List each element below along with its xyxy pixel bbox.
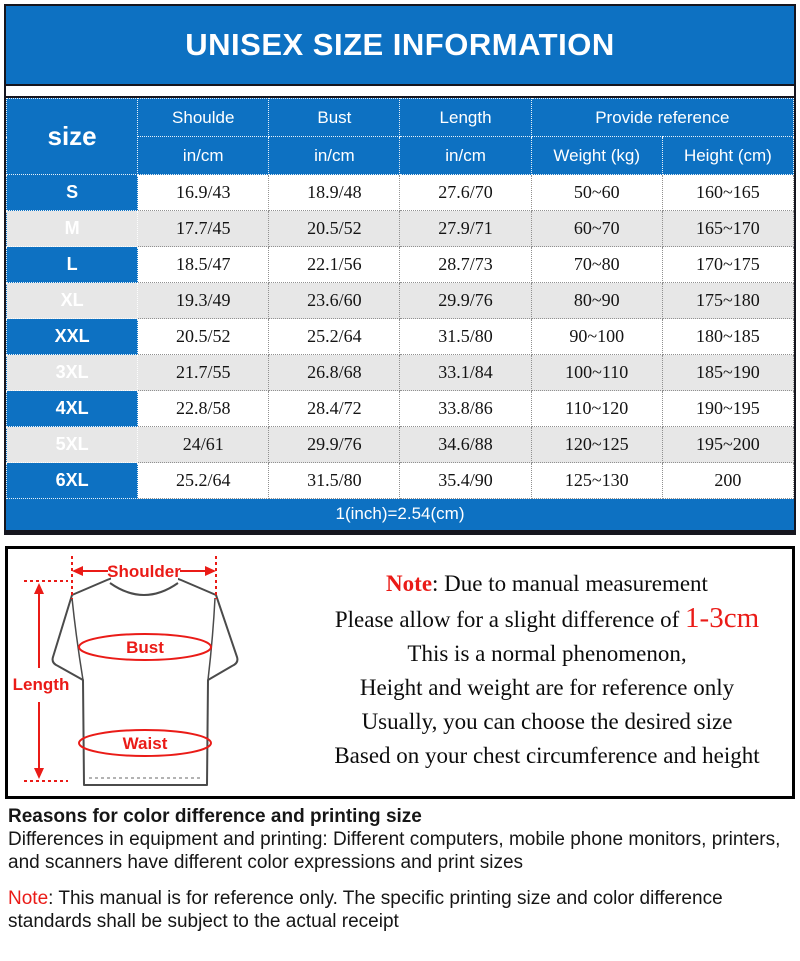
length-value-cell: 33.1/84 — [400, 355, 531, 391]
weight-value-cell: 110~120 — [531, 391, 662, 427]
header-unit-length: in/cm — [400, 137, 531, 175]
weight-value-cell: 60~70 — [531, 211, 662, 247]
length-value-cell: 29.9/76 — [400, 283, 531, 319]
header-bust: Bust — [269, 99, 400, 137]
length-value-cell: 35.4/90 — [400, 463, 531, 499]
color-difference-heading: Reasons for color difference and printing size — [8, 806, 422, 827]
table-row — [7, 427, 794, 463]
header-weight: Weight (kg) — [531, 137, 662, 175]
weight-value-cell: 90~100 — [531, 319, 662, 355]
size-label-cell: 4XL — [7, 391, 138, 427]
shoulder-value-cell: 21.7/55 — [138, 355, 269, 391]
length-label: Length — [12, 675, 70, 694]
color-difference-section — [8, 805, 794, 933]
size-label-cell: XXL — [7, 319, 138, 355]
shoulder-value-cell: 25.2/64 — [138, 463, 269, 499]
size-label-cell: 6XL — [7, 463, 138, 499]
bottom-note — [8, 887, 794, 933]
height-value-cell: 190~195 — [662, 391, 793, 427]
bust-value-cell: 18.9/48 — [269, 175, 400, 211]
tshirt-outline — [53, 573, 238, 786]
note-line-2-text: Please allow for a slight difference of — [334, 606, 686, 632]
size-table-block — [4, 4, 796, 535]
shoulder-value-cell: 16.9/43 — [138, 175, 269, 211]
bust-value-cell: 26.8/68 — [269, 355, 400, 391]
length-value-cell: 28.7/73 — [400, 247, 531, 283]
length-value-cell: 27.6/70 — [400, 175, 531, 211]
header-reference-group: Provide reference — [531, 99, 793, 137]
weight-value-cell: 125~130 — [531, 463, 662, 499]
height-value-cell: 165~170 — [662, 211, 793, 247]
shoulder-value-cell: 19.3/49 — [138, 283, 269, 319]
conversion-note: 1(inch)=2.54(cm) — [7, 499, 794, 530]
note-line-1-text: : Due to manual measurement — [432, 570, 708, 596]
measurement-note-text — [308, 567, 792, 779]
weight-value-cell: 100~110 — [531, 355, 662, 391]
shoulder-value-cell: 20.5/52 — [138, 319, 269, 355]
height-value-cell: 200 — [662, 463, 793, 499]
tshirt-measurement-diagram — [8, 549, 308, 796]
shoulder-label: Shoulder — [107, 562, 181, 581]
shoulder-value-cell: 18.5/47 — [138, 247, 269, 283]
size-table-head — [7, 99, 794, 175]
header-shoulder: Shoulde — [138, 99, 269, 137]
size-label-cell: S — [7, 175, 138, 211]
measurement-note-box — [5, 546, 795, 799]
length-value-cell: 27.9/71 — [400, 211, 531, 247]
height-value-cell: 175~180 — [662, 283, 793, 319]
bottom-note-text: : This manual is for reference only. The specific printing size and color difference standards shall be subject to the actual receipt — [8, 888, 723, 932]
waist-label: Waist — [122, 734, 168, 753]
height-value-cell: 170~175 — [662, 247, 793, 283]
shoulder-value-cell: 22.8/58 — [138, 391, 269, 427]
bust-value-cell: 20.5/52 — [269, 211, 400, 247]
note-line-4: Height and weight are for reference only — [359, 674, 735, 700]
tolerance-highlight: 1-3cm — [685, 601, 760, 634]
tshirt-diagram-svg — [8, 549, 308, 796]
note-label: Note — [386, 570, 433, 596]
header-height: Height (cm) — [662, 137, 793, 175]
length-value-cell: 31.5/80 — [400, 319, 531, 355]
bust-value-cell: 28.4/72 — [269, 391, 400, 427]
weight-value-cell: 80~90 — [531, 283, 662, 319]
bust-value-cell: 29.9/76 — [269, 427, 400, 463]
note-line-1 — [308, 567, 786, 601]
size-table-body — [7, 175, 794, 499]
page-title: UNISEX SIZE INFORMATION — [6, 6, 794, 84]
size-label-cell: L — [7, 247, 138, 283]
size-label-cell: 3XL — [7, 355, 138, 391]
header-length: Length — [400, 99, 531, 137]
height-value-cell: 195~200 — [662, 427, 793, 463]
table-row — [7, 463, 794, 499]
table-row — [7, 391, 794, 427]
table-row — [7, 283, 794, 319]
height-value-cell: 185~190 — [662, 355, 793, 391]
bust-value-cell: 22.1/56 — [269, 247, 400, 283]
length-value-cell: 33.8/86 — [400, 391, 531, 427]
note-line-5: Usually, you can choose the desired size — [361, 708, 733, 734]
table-row — [7, 247, 794, 283]
bust-value-cell: 25.2/64 — [269, 319, 400, 355]
bottom-note-label: Note — [8, 888, 49, 909]
table-row — [7, 175, 794, 211]
bust-value-cell: 23.6/60 — [269, 283, 400, 319]
weight-value-cell: 70~80 — [531, 247, 662, 283]
title-divider — [6, 84, 794, 98]
note-line-3: This is a normal phenomenon, — [407, 640, 687, 666]
length-value-cell: 34.6/88 — [400, 427, 531, 463]
color-difference-body: Differences in equipment and printing: Different computers, mobile phone monitors, printers, and scanners have different color expressions and print sizes — [8, 829, 781, 873]
weight-value-cell: 50~60 — [531, 175, 662, 211]
note-line-6: Based on your chest circumference and height — [334, 742, 760, 768]
header-size: size — [7, 99, 138, 175]
size-table — [6, 98, 794, 530]
size-label-cell: M — [7, 211, 138, 247]
bust-value-cell: 31.5/80 — [269, 463, 400, 499]
size-label-cell: XL — [7, 283, 138, 319]
bust-label: Bust — [126, 638, 164, 657]
header-unit-bust: in/cm — [269, 137, 400, 175]
size-label-cell: 5XL — [7, 427, 138, 463]
size-table-foot — [7, 499, 794, 530]
table-row — [7, 355, 794, 391]
note-line-2 — [308, 601, 786, 637]
header-unit-shoulder: in/cm — [138, 137, 269, 175]
table-row — [7, 211, 794, 247]
shoulder-value-cell: 24/61 — [138, 427, 269, 463]
height-value-cell: 160~165 — [662, 175, 793, 211]
weight-value-cell: 120~125 — [531, 427, 662, 463]
shoulder-value-cell: 17.7/45 — [138, 211, 269, 247]
table-row — [7, 319, 794, 355]
height-value-cell: 180~185 — [662, 319, 793, 355]
